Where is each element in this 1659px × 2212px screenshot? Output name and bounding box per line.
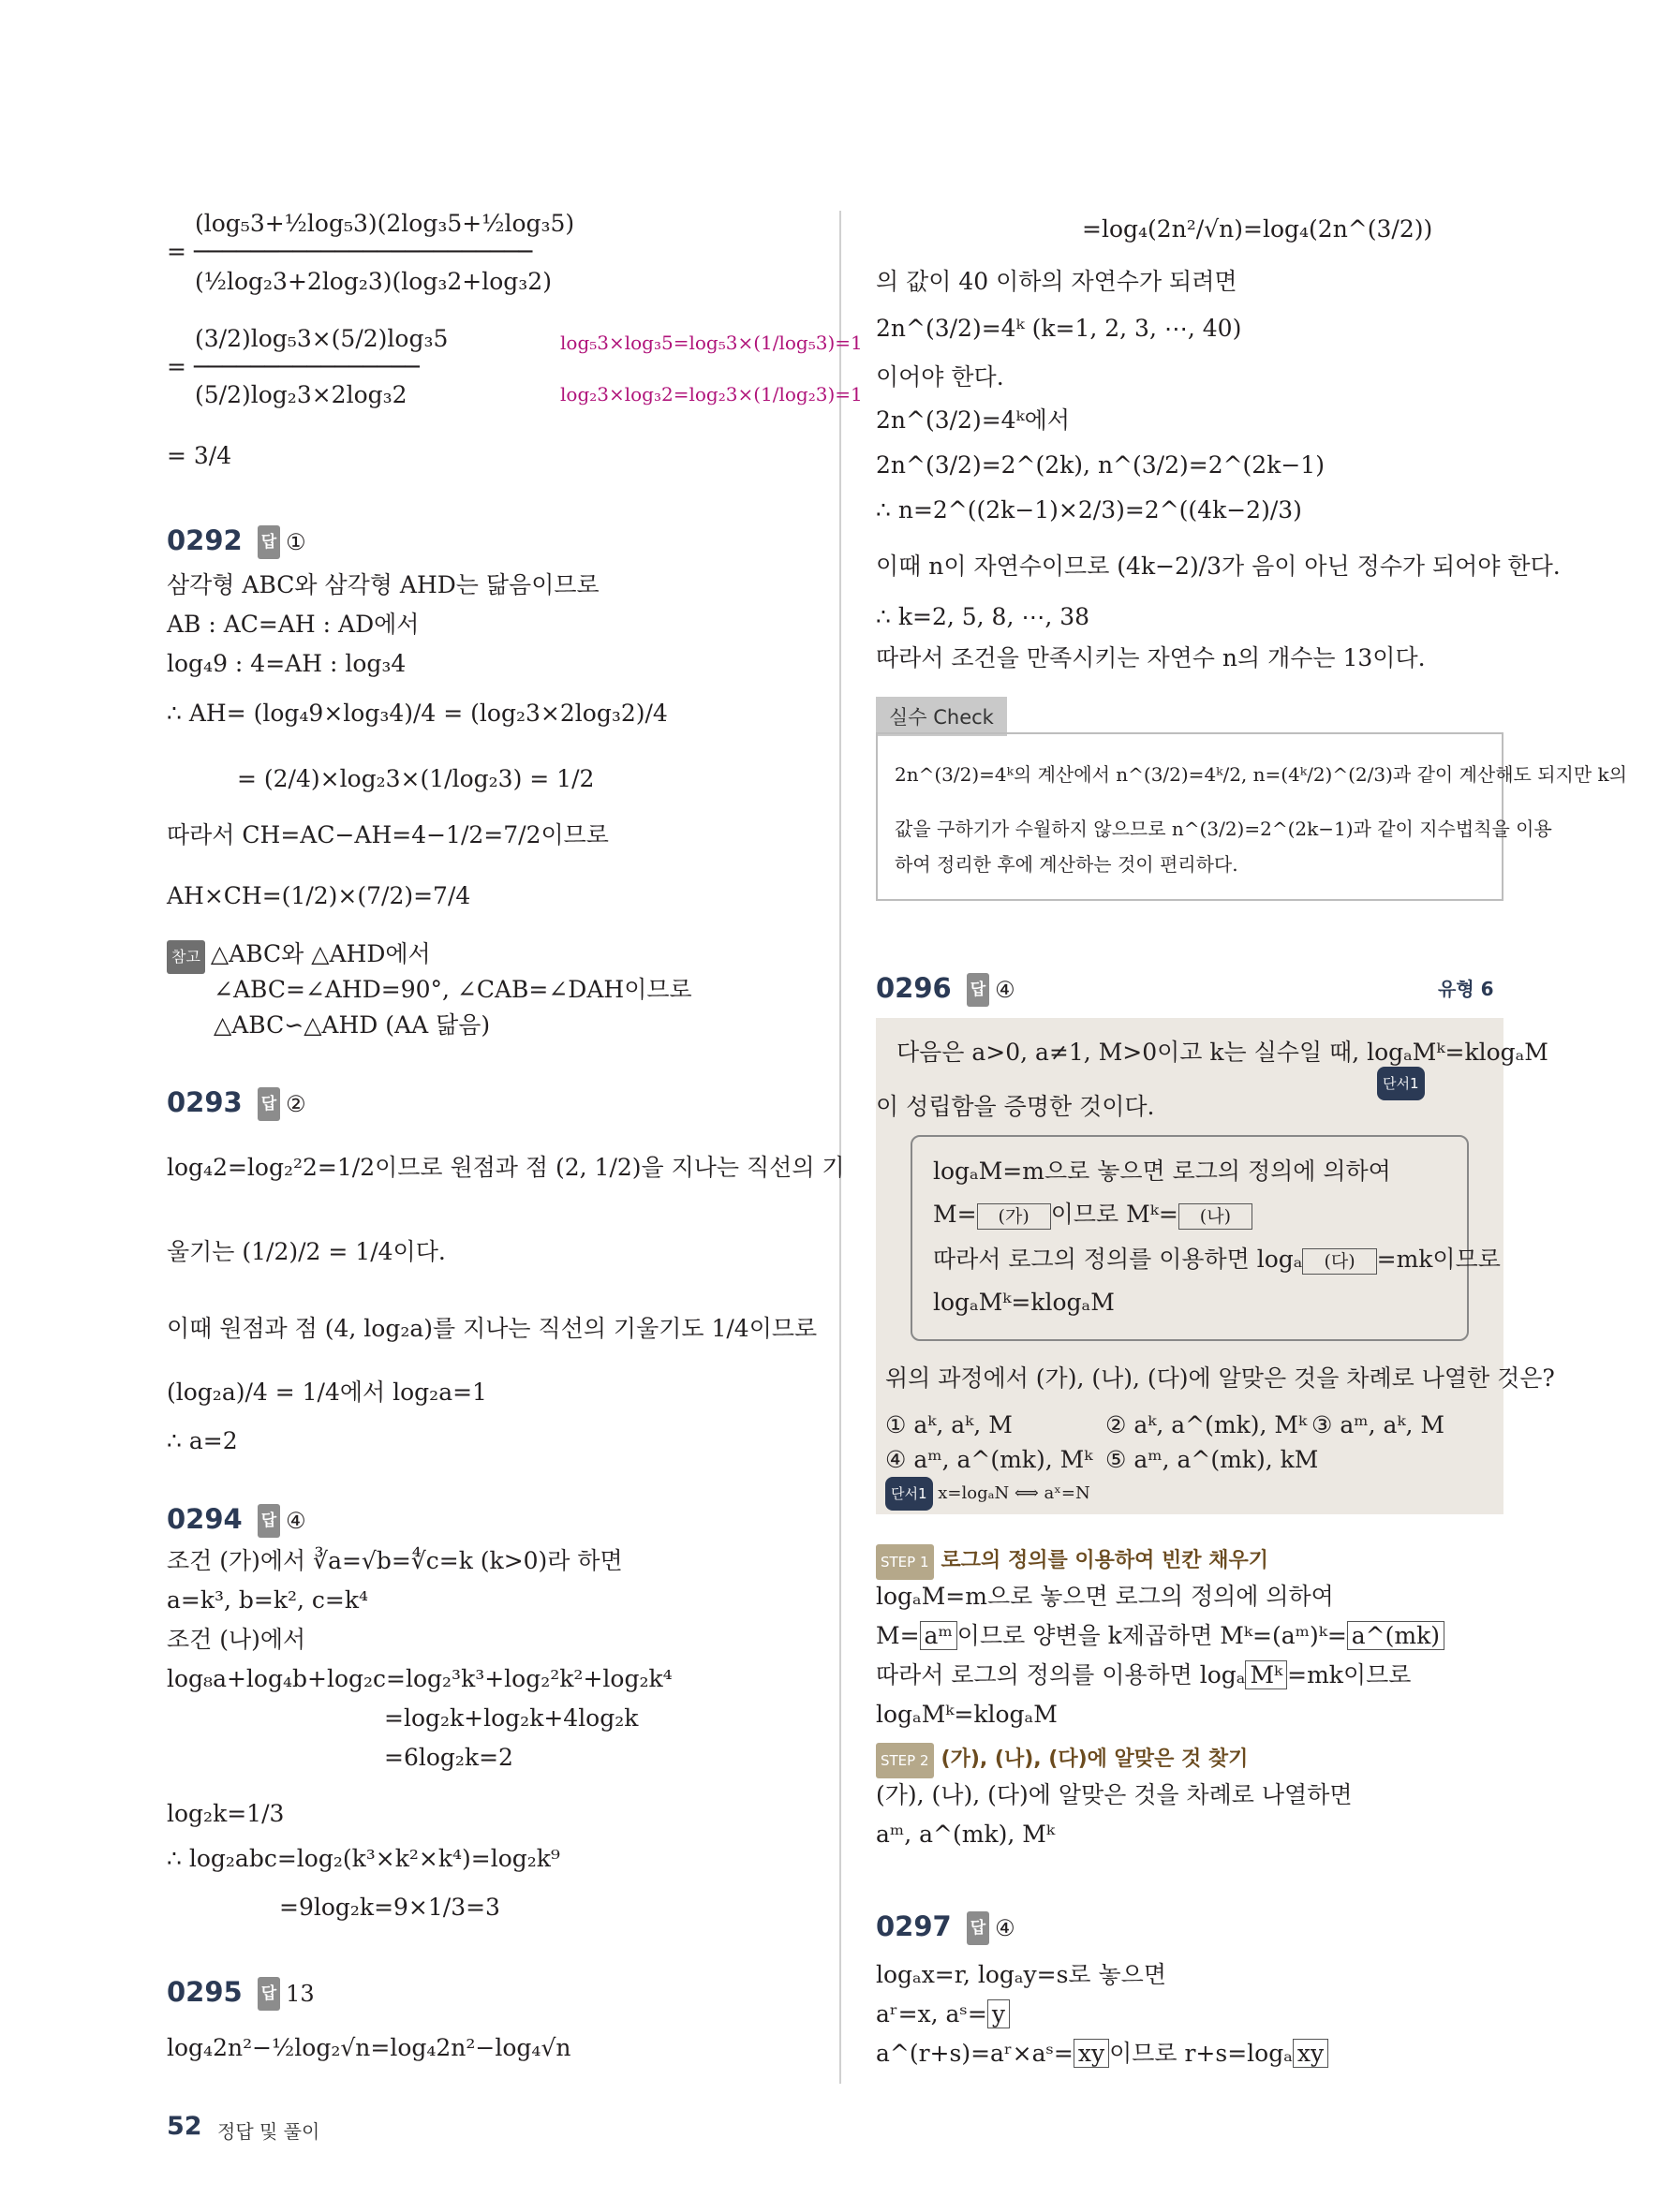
step1-title: 로그의 정의를 이용하여 빈칸 채우기 <box>941 1549 1268 1572</box>
step2-line: aᵐ, a^(mk), Mᵏ <box>876 1821 1055 1848</box>
step2-line: (가), (나), (다)에 알맞은 것을 차례로 나열하면 <box>876 1781 1353 1808</box>
solution-line <box>876 1998 1010 2030</box>
solution-line: 2n^(3/2)=2^(2k), n^(3/2)=2^(2k−1) <box>876 451 1325 479</box>
step2-tag: STEP 2 <box>876 1743 934 1778</box>
solution-line: 조건 (나)에서 <box>167 1626 306 1653</box>
hint-badge-label: 단서1 <box>885 1477 933 1511</box>
reference-text: △ABC와 △AHD에서 <box>210 940 431 967</box>
column-divider <box>839 211 841 2084</box>
answer-label: 답 <box>258 1504 280 1538</box>
solution-line: 이때 원점과 점 (4, log₂a)를 지나는 직선의 기울기도 1/4이므로 <box>167 1315 818 1342</box>
solution-line <box>876 2038 1328 2070</box>
solution-line: =6log₂k=2 <box>384 1744 513 1771</box>
step1-tag: STEP 1 <box>876 1544 934 1580</box>
check-title: 실수 Check <box>876 697 1007 736</box>
solution-text: 이므로 r+s=logₐ <box>1109 2040 1293 2067</box>
solution-line: ∴ a=2 <box>167 1427 238 1454</box>
solution-line: AB : AC=AH : AD에서 <box>167 611 420 638</box>
problem-0296-number: 0296 <box>876 972 952 1004</box>
solution-line: =9log₂k=9×1/3=3 <box>279 1894 500 1921</box>
solution-line: ∴ AH= (log₄9×log₃4)/4 = (log₂3×2log₃2)/4 <box>167 700 668 727</box>
boxed-answer: xy <box>1074 2039 1109 2068</box>
check-box <box>876 732 1627 901</box>
margin-note: log₅3×log₃5=log₅3×(1/log₅3)=1 <box>560 332 863 354</box>
solution-line: ∴ k=2, 5, 8, ⋯, 38 <box>876 603 1090 630</box>
boxed-answer: Mᵏ <box>1245 1660 1287 1689</box>
math-line: (5/2)log₂3×2log₃2 <box>195 381 407 408</box>
choice: ③ aᵐ, aᵏ, M <box>1311 1411 1445 1438</box>
left-column <box>167 0 863 2212</box>
solution-line: =log₄(2n²/√n)=log₄(2n^(3/2)) <box>1082 215 1433 243</box>
step1-line <box>876 1659 1411 1691</box>
answer-label: 답 <box>967 973 989 1007</box>
choice: ⑤ aᵐ, a^(mk), kM <box>1105 1446 1319 1473</box>
problem-0293-number: 0293 <box>167 1086 243 1118</box>
solution-line: log₂k=1/3 <box>167 1800 285 1827</box>
step-text: M= <box>876 1622 920 1649</box>
solution-line: log₄2n²−½log₂√n=log₄2n²−log₄√n <box>167 2034 571 2061</box>
solution-line: 의 값이 40 이하의 자연수가 되려면 <box>876 268 1237 295</box>
solution-line: 이어야 한다. <box>876 363 1004 391</box>
problem-number <box>876 972 1015 1007</box>
proof-text: 따라서 로그의 정의를 이용하면 logₐ <box>933 1246 1303 1273</box>
solution-line: log₈a+log₄b+log₂c=log₂³k³+log₂²k²+log₂k⁴ <box>167 1665 673 1692</box>
question-line: 위의 과정에서 (가), (나), (다)에 알맞은 것을 차례로 나열한 것은? <box>885 1364 1555 1392</box>
problem-number <box>167 1976 315 2011</box>
solution-line: 2n^(3/2)=4ᵏ에서 <box>876 406 1070 434</box>
blank-ga: (가) <box>977 1203 1051 1230</box>
answer-value: ① <box>286 529 306 555</box>
proof-text: M= <box>933 1201 977 1228</box>
math-line: = 3/4 <box>167 442 232 469</box>
check-line: 하여 정리한 후에 계산하는 것이 편리하다. <box>895 853 1238 876</box>
reference-line: ∠ABC=∠AHD=90°, ∠CAB=∠DAH이므로 <box>214 976 692 1003</box>
solution-line: ∴ n=2^((2k−1)×2/3)=2^((4k−2)/3) <box>876 496 1302 524</box>
step1-line <box>876 1620 1444 1652</box>
solution-line: 울기는 (1/2)/2 = 1/4이다. <box>167 1238 446 1265</box>
solution-text: aʳ=x, aˢ= <box>876 2000 987 2028</box>
solution-line: 삼각형 ABC와 삼각형 AHD는 닮음이므로 <box>167 571 600 598</box>
reference-line: △ABC∽△AHD (AA 닮음) <box>214 1011 491 1039</box>
reference-tag: 참고 <box>167 940 205 974</box>
step2-title: (가), (나), (다)에 알맞은 것 찾기 <box>941 1747 1249 1771</box>
proof-text: 이므로 Mᵏ= <box>1050 1201 1178 1228</box>
problem-number <box>167 1503 306 1538</box>
solution-line: (log₂a)/4 = 1/4에서 log₂a=1 <box>167 1379 487 1406</box>
solution-line: ∴ log₂abc=log₂(k³×k²×k⁴)=log₂k⁹ <box>167 1845 560 1872</box>
step-text: 따라서 로그의 정의를 이용하면 logₐ <box>876 1661 1246 1688</box>
solution-line: = (2/4)×log₂3×(1/log₂3) = 1/2 <box>237 765 595 792</box>
solution-line: logₐx=r, logₐy=s로 놓으면 <box>876 1961 1166 1988</box>
problem-0295-number: 0295 <box>167 1976 243 2008</box>
choice: ② aᵏ, a^(mk), Mᵏ <box>1105 1411 1308 1438</box>
answer-value: ④ <box>286 1508 306 1534</box>
solution-line: 따라서 CH=AC−AH=4−1/2=7/2이므로 <box>167 821 609 848</box>
problem-0292-number: 0292 <box>167 524 243 556</box>
answer-label: 답 <box>258 1087 280 1121</box>
answer-value: 13 <box>286 1981 315 2007</box>
answer-label: 답 <box>967 1911 989 1945</box>
step1-line: logₐM=m으로 놓으면 로그의 정의에 의하여 <box>876 1583 1334 1610</box>
blank-na: (나) <box>1178 1203 1252 1230</box>
boxed-answer: a^(mk) <box>1347 1621 1444 1650</box>
problem-line: 다음은 a>0, a≠1, M>0이고 k는 실수일 때, logₐMᵏ=klogₐM <box>896 1039 1548 1066</box>
check-line: 2n^(3/2)=4ᵏ의 계산에서 n^(3/2)=4ᵏ/2, n=(4ᵏ/2)^(2/3)과 같이 계산해도 되지만 k의 <box>895 763 1627 786</box>
problem-0294-number: 0294 <box>167 1503 243 1535</box>
hint-line <box>885 1477 1090 1511</box>
hint-badge-label: 단서1 <box>1377 1067 1425 1100</box>
answer-value: ④ <box>995 977 1015 1003</box>
page-number: 52 <box>167 2112 202 2141</box>
boxed-answer: aᵐ <box>920 1621 957 1650</box>
problem-number <box>167 524 306 559</box>
math-line: (3/2)log₅3×(5/2)log₃5 <box>195 325 449 352</box>
math-line: = ──────────────── <box>167 353 420 380</box>
problem-line: 이 성립함을 증명한 것이다. <box>876 1093 1155 1120</box>
solution-text: a^(r+s)=aʳ×aˢ= <box>876 2040 1074 2067</box>
margin-note: log₂3×log₃2=log₂3×(1/log₂3)=1 <box>560 383 863 406</box>
solution-line: a=k³, b=k², c=k⁴ <box>167 1586 369 1614</box>
proof-line <box>933 1199 1252 1231</box>
boxed-answer: xy <box>1293 2039 1328 2068</box>
problem-number <box>876 1910 1015 1945</box>
step-text: =mk이므로 <box>1287 1661 1412 1688</box>
choice: ④ aᵐ, a^(mk), Mᵏ <box>885 1446 1093 1473</box>
problem-number <box>167 1086 306 1121</box>
choice: ① aᵏ, aᵏ, M <box>885 1411 1013 1438</box>
step1-header <box>876 1543 1268 1580</box>
proof-line: logₐM=m으로 놓으면 로그의 정의에 의하여 <box>933 1158 1391 1185</box>
solution-line: log₄2=log₂²2=1/2이므로 원점과 점 (2, 1/2)을 지나는 직선의 기 <box>167 1154 845 1181</box>
blank-da: (다) <box>1302 1248 1376 1275</box>
footer-title: 정답 및 풀이 <box>217 2120 320 2143</box>
answer-label: 답 <box>258 525 280 559</box>
answer-value: ④ <box>995 1915 1015 1941</box>
solution-line: AH×CH=(1/2)×(7/2)=7/4 <box>167 882 471 909</box>
step2-header <box>876 1742 1248 1778</box>
proof-line <box>933 1244 1501 1276</box>
solution-line: 조건 (가)에서 ∛a=√b=∜c=k (k>0)라 하면 <box>167 1547 623 1574</box>
solution-line: =log₂k+log₂k+4log₂k <box>384 1704 639 1732</box>
problem-0297-number: 0297 <box>876 1910 952 1942</box>
solution-line: 이때 n이 자연수이므로 (4k−2)/3가 음이 아닌 정수가 되어야 한다. <box>876 553 1561 580</box>
math-line: (½log₂3+2log₂3)(log₃2+log₃2) <box>195 268 552 295</box>
check-line: 값을 구하기가 수월하지 않으므로 n^(3/2)=2^(2k−1)과 같이 지수법칙을 이용 <box>895 818 1552 840</box>
solution-line: 따라서 조건을 만족시키는 자연수 n의 개수는 13이다. <box>876 644 1426 671</box>
proof-text: =mk이므로 <box>1376 1246 1501 1273</box>
solution-line: 2n^(3/2)=4ᵏ (k=1, 2, 3, ⋯, 40) <box>876 315 1242 342</box>
hint-text: x=logₐN ⟺ aˣ=N <box>938 1483 1090 1503</box>
math-line: = ──────────────────────── <box>167 238 533 265</box>
answer-value: ② <box>286 1091 306 1117</box>
proof-line: logₐMᵏ=klogₐM <box>933 1289 1115 1316</box>
math-line: (log₅3+½log₅3)(2log₃5+½log₃5) <box>195 210 575 237</box>
problem-type-label: 유형 6 <box>1438 978 1494 1000</box>
hint-badge <box>1377 1065 1425 1100</box>
step-text: 이므로 양변을 k제곱하면 Mᵏ=(aᵐ)ᵏ= <box>956 1622 1347 1649</box>
solution-line: log₄9 : 4=AH : log₃4 <box>167 650 407 677</box>
boxed-answer: y <box>987 1999 1010 2028</box>
answer-label: 답 <box>258 1977 280 2011</box>
reference-line <box>167 938 431 974</box>
step1-line: logₐMᵏ=klogₐM <box>876 1701 1058 1728</box>
proof-box <box>911 1135 1501 1341</box>
